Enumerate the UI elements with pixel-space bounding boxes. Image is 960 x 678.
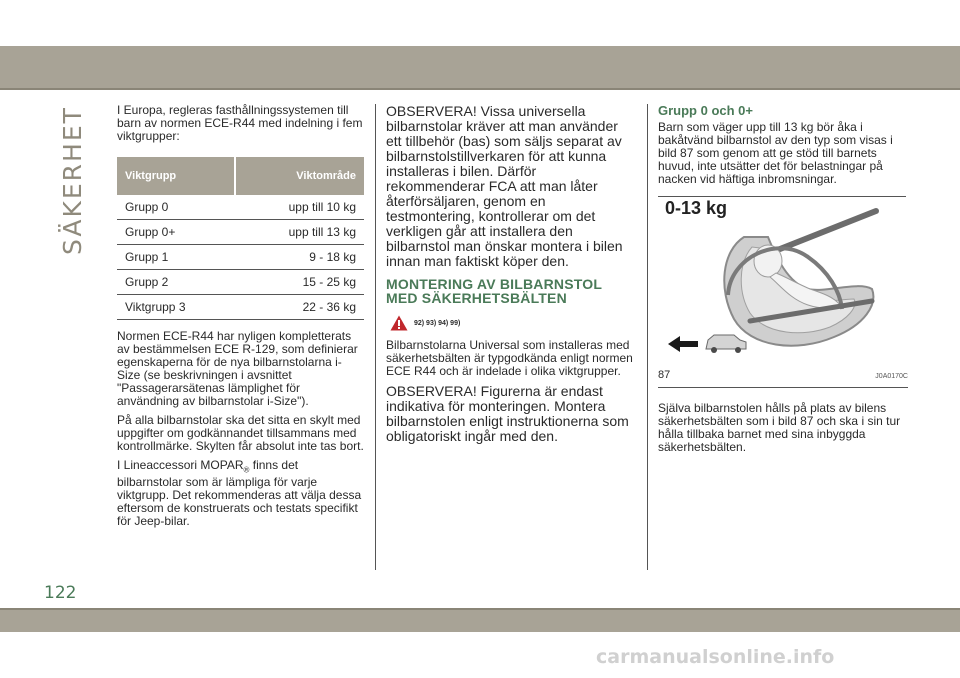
section-heading: MONTERING AV BILBARNSTOL MED SÄKERHETSBÄLTEN: [386, 276, 602, 306]
section-side-title-text: SÄKERHET: [57, 105, 87, 255]
norm-paragraph: Normen ECE-R44 har nyligen kompletterats av bestämmelsen ECE R-129, som definierar egenskaperna för de nya bilbarnstolarna i-Size (se beskrivningen i avsnittet "Passagerarsätenas lämplighet för användning av bilbarnstolar i-Size").: [117, 329, 358, 408]
column-divider-2: [647, 104, 648, 570]
table-cell-range: 15 - 25 kg: [235, 270, 364, 295]
table-cell-range: upp till 13 kg: [235, 220, 364, 245]
watermark: carmanualsonline.info: [596, 646, 835, 668]
column-divider-1: [375, 104, 376, 570]
table-cell-group: Viktgrupp 3: [117, 295, 235, 320]
table-cell-group: Grupp 0+: [117, 220, 235, 245]
group-paragraph: Barn som väger upp till 13 kg bör åka i bakåtvänd bilbarnstol av den typ som visas i bild 87 som genom att ge stöd till barnets huvud, inte utsätter det för belastningar på nacken vid häftiga inbromsningar.: [658, 120, 893, 186]
observe-paragraph-2: OBSERVERA! Figurerna är endast indikativa för monteringen. Montera bilbarnstolen enligt instruktionerna som obligatoriskt ingår med den.: [386, 383, 629, 444]
top-band-line: [0, 88, 960, 90]
figure-caption: [658, 365, 908, 388]
child-seat-illustration: [658, 197, 906, 365]
table-cell-range: upp till 10 kg: [235, 195, 364, 220]
page-number: 122: [44, 583, 77, 603]
bottom-band: [0, 610, 960, 632]
belt-paragraph: Själva bilbarnstolen hålls på plats av bilens säkerhetsbälten som i bild 87 och ska i sin tur hålla tillbaka barnet med sina inbyggda säkerhetsbälten.: [658, 401, 901, 454]
group-heading: Grupp 0 och 0+: [658, 103, 753, 118]
figure-weight-label: 0-13 kg: [665, 198, 728, 218]
mopar-text-start: I Lineaccessori MOPAR: [117, 458, 244, 472]
label-paragraph: På alla bilbarnstolar ska det sitta en skylt med uppgifter om godkännandet tillsammans med kontrollmärke. Skylten får absolut inte tas bort.: [117, 413, 364, 453]
registered-mark: ®: [243, 465, 250, 475]
table-row: [117, 295, 364, 320]
figure-code: J0A0170C: [875, 373, 908, 380]
table-cell-range: 9 - 18 kg: [235, 245, 364, 270]
table-cell-group: Grupp 0: [117, 195, 235, 220]
universal-paragraph: Bilbarnstolarna Universal som installeras med säkerhetsbälten är typgodkända enligt normen ECE R44 och är indelade i olika viktgrupper.: [386, 338, 633, 378]
intro-paragraph: I Europa, regleras fasthållningssystemen till barn av normen ECE-R44 med indelning i fem viktgrupper:: [117, 103, 363, 143]
warning-callout: [390, 315, 636, 331]
mopar-paragraph: [117, 459, 364, 528]
warning-references: 92) 93) 94) 99): [414, 319, 461, 327]
table-row: [117, 245, 364, 270]
column-2: [386, 104, 636, 450]
table-row: [117, 270, 364, 295]
figure-87: [658, 196, 908, 388]
table-row: [117, 195, 364, 220]
table-cell-group: Grupp 2: [117, 270, 235, 295]
table-header-row: [117, 157, 364, 195]
mopar-text-end: finns det bilbarnstolar som är lämpliga för varje viktgrupp. Det rekommenderas att välja dessa eftersom de konstruerats och testats specifikt för Jeep-bilar.: [117, 458, 362, 529]
section-side-title: [52, 105, 92, 255]
table-header-group: Viktgrupp: [117, 157, 235, 195]
top-band: [0, 46, 960, 88]
table-cell-group: Grupp 1: [117, 245, 235, 270]
figure-number: 87: [658, 369, 671, 381]
table-row: [117, 220, 364, 245]
column-1: [117, 104, 364, 534]
observe-paragraph-1: OBSERVERA! Vissa universella bilbarnstolar kräver att man använder ett tillbehör (bas) som säljs separat av bilbarnstolstillverkaren för att kunna installeras i bilen. Därför rekommenderar FCA att man låter återförsäljaren, genom en testmontering, kontrollerar om det verkligen går att installera den bilbarnstol man önskar montera i bilen innan man faktiskt köper den.: [386, 103, 623, 269]
table-header-range: Viktområde: [235, 157, 364, 195]
weight-group-table: [117, 157, 364, 320]
infant-carrier-illustration: [658, 197, 906, 365]
warning-icon: [390, 315, 408, 331]
table-cell-range: 22 - 36 kg: [235, 295, 364, 320]
column-3: [658, 104, 908, 460]
